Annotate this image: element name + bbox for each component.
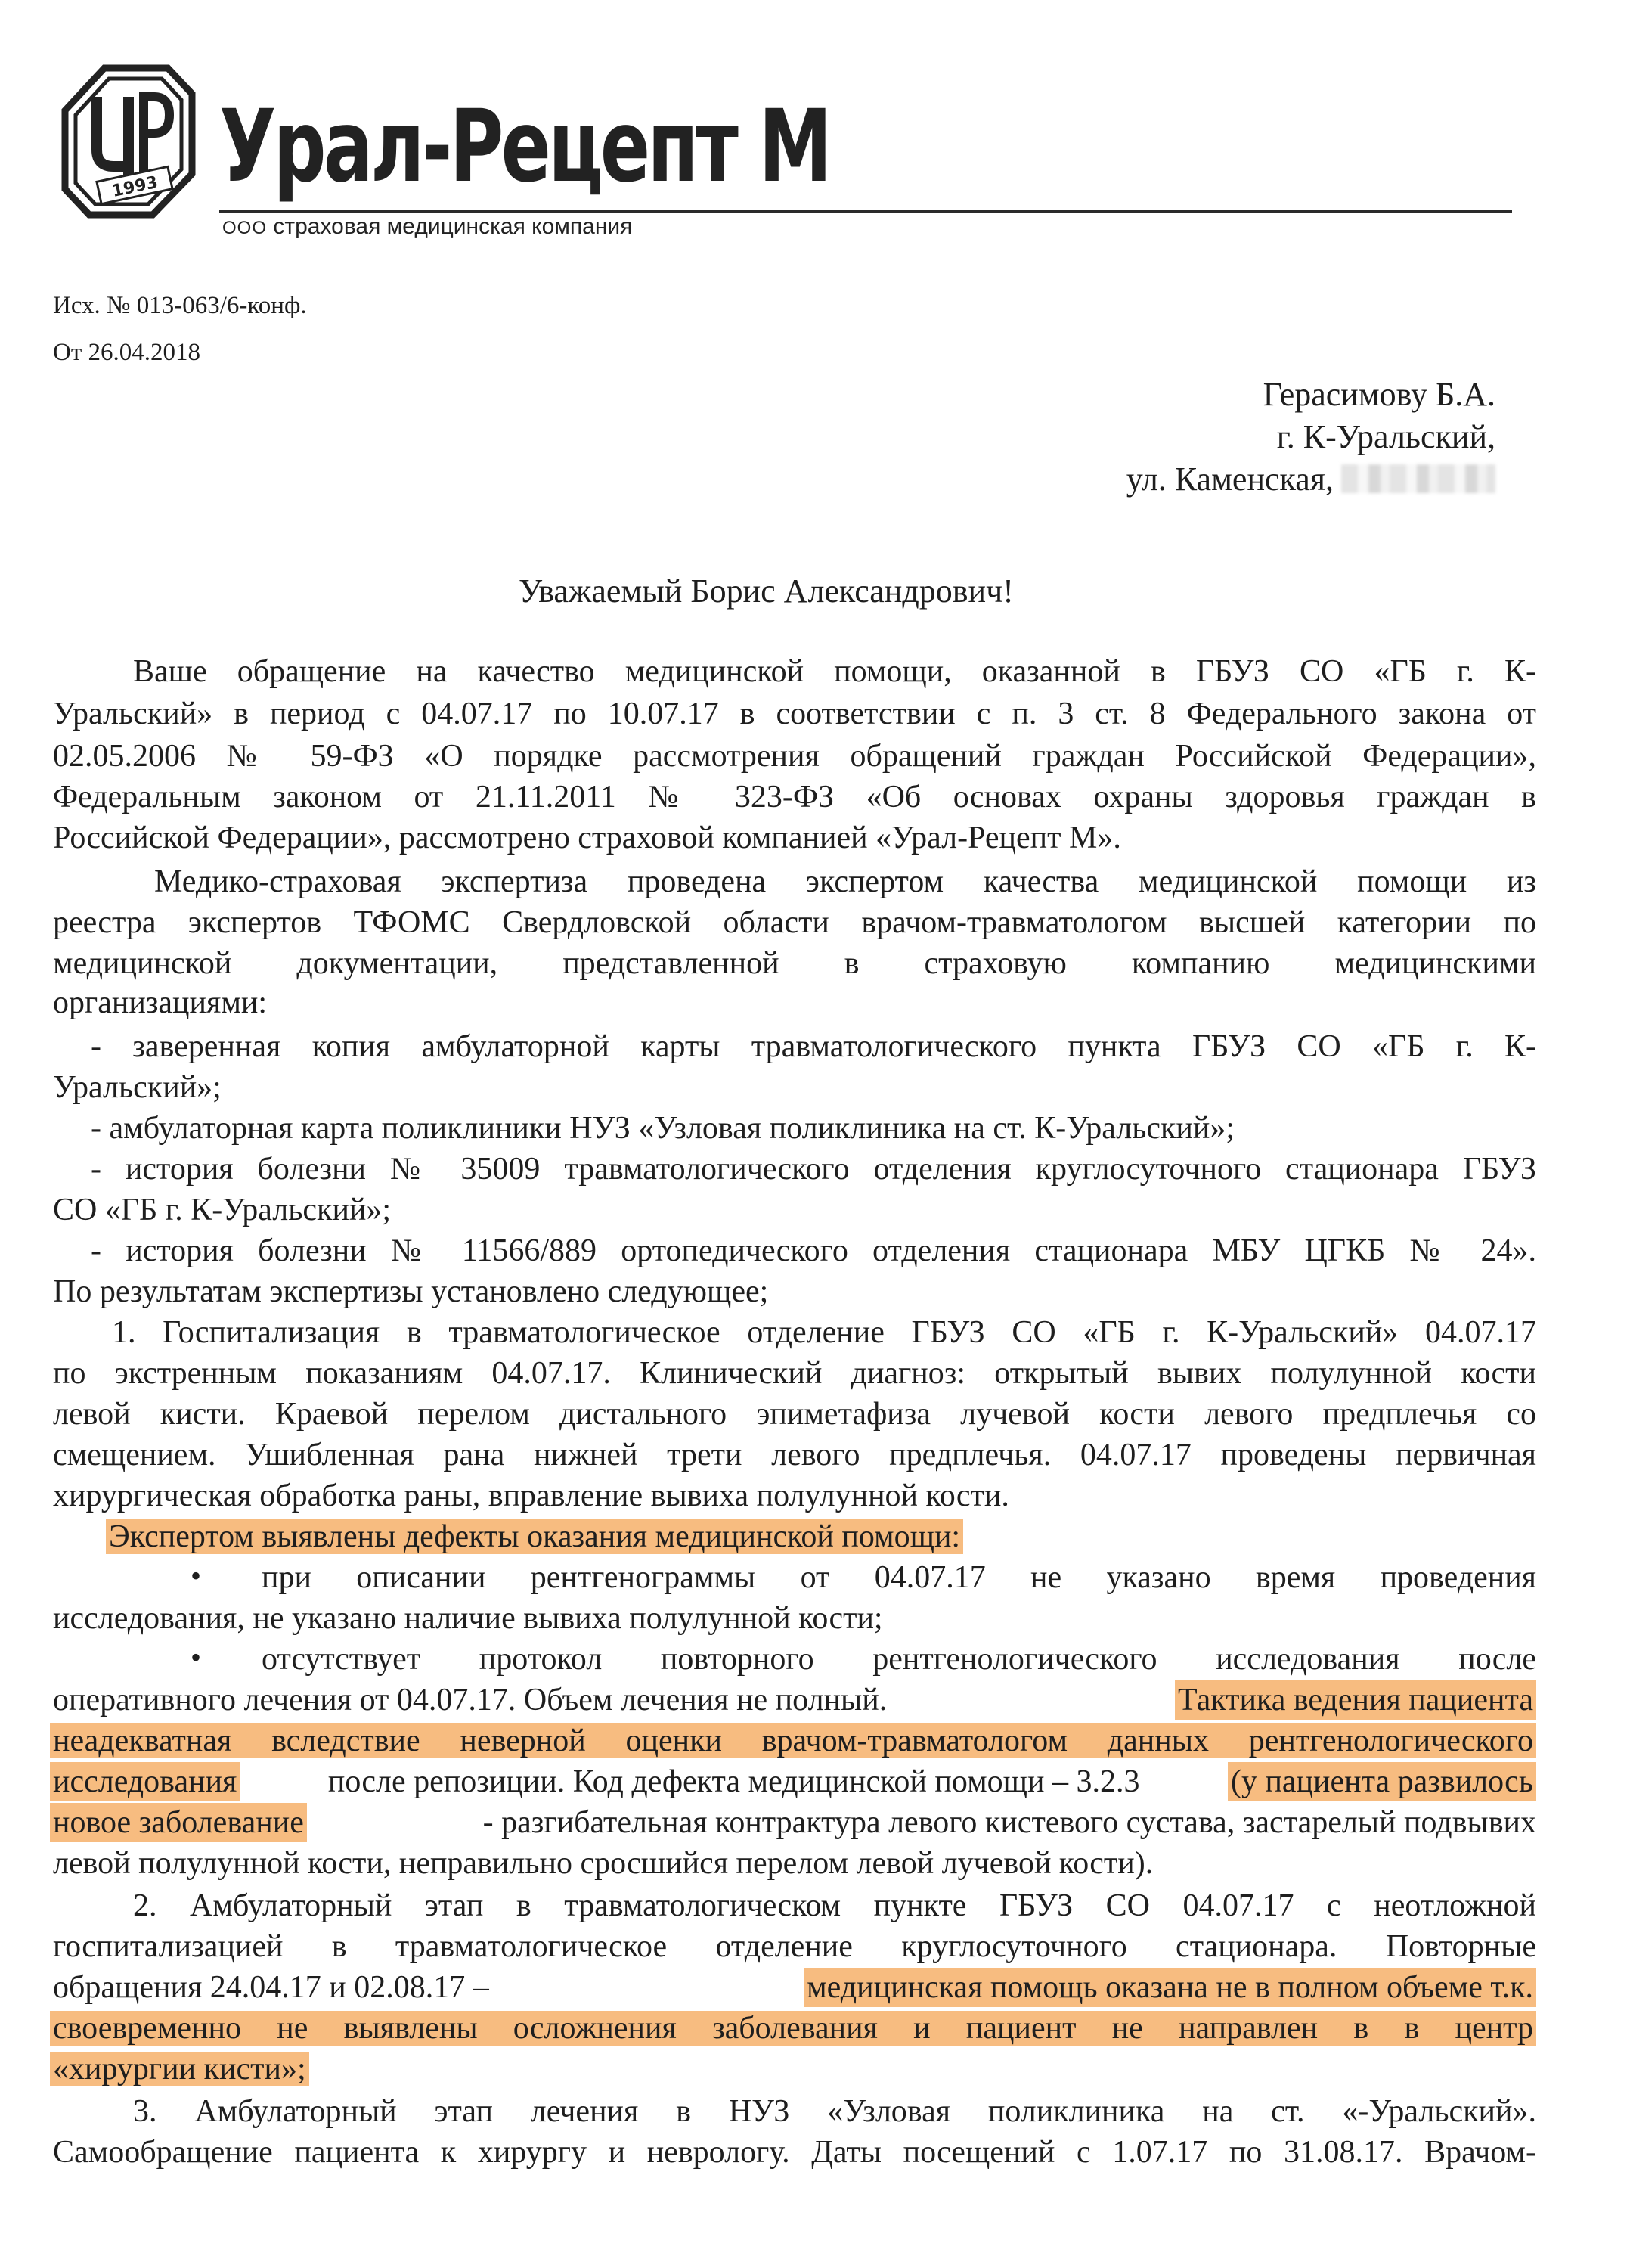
body-line: медицинской документации, представленной в страховую компанию медицинскими [53,946,1536,981]
highlight: неадекватная вследствие неверной оценки врачом-травматологом данных рентгенологического [50,1723,1536,1758]
recipient-street-line [1126,460,1495,498]
bullet: • [191,1559,202,1593]
highlight: исследования [50,1762,240,1801]
body-line: Ваше обращение на качество медицинской помощи, оказанной в ГБУЗ СО «ГБ г. К- [133,654,1536,689]
company-type: страховая медицинская компания [273,214,633,239]
body-line [50,1762,1536,1801]
body-line: Медико-страховая экспертиза проведена экспертом качества медицинской помощи из [154,864,1536,899]
body-line: реестра экспертов ТФОМС Свердловской области врачом-травматологом высшей категории по [53,905,1536,940]
body-line: 3. Амбулаторный этап лечения в НУЗ «Узловая поликлиника на ст. «-Уральский». [133,2094,1536,2129]
recipient-name: Герасимову Б.А. [1263,376,1495,413]
letterhead-rule [219,210,1512,213]
body-line: исследования, не указано наличие вывиха полулунной кости; [53,1601,883,1636]
body-line: СО «ГБ г. К-Уральский»; [53,1193,392,1227]
highlight: «хирургии кисти»; [50,2052,309,2086]
body-line: при описании рентгенограммы от 04.07.17 не указано время проведения [262,1560,1536,1595]
body-line [50,2049,309,2089]
body-line [50,1803,1536,1842]
body-line: госпитализацией в травматологическое отделение круглосуточного стационара. Повторные [53,1929,1536,1964]
company-name: Урал-Рецепт М [219,88,829,205]
salutation: Уважаемый Борис Александрович! [519,572,1014,610]
recipient-street: ул. Каменская, [1126,461,1334,498]
body-line: По результатам экспертизы установлено следующее; [53,1274,769,1309]
company-org-form: ООО [222,218,268,238]
body-line: - история болезни № 11566/889 ортопедического отделения стационара МБУ ЦГКБ № 24». [91,1233,1536,1268]
body-line: левой кисти. Краевой перелом дистального эпиметафиза лучевой кости левого предплечья со [53,1397,1536,1432]
body-line: хирургическая обработка раны, вправление вывиха полулунной кости. [53,1478,1009,1513]
body-line: 1. Госпитализация в травматологическое отделение ГБУЗ СО «ГБ г. К-Уральский» 04.07.17 [112,1315,1536,1350]
outgoing-number: Исх. № 013-063/6-конф. [53,292,307,319]
body-line: Федеральным законом от 21.11.2011 № 323-ФЗ «Об основах охраны здоровья граждан в [53,780,1536,814]
company-logo-emblem [54,61,203,222]
body-line: отсутствует протокол повторного рентгенологического исследования после [262,1642,1536,1677]
highlight: медицинская помощь оказана не в полном объеме т.к. [804,1968,1536,2007]
bullet: • [191,1640,202,1674]
highlight: новое заболевание [50,1803,307,1842]
body-line: Уральский» в период с 04.07.17 по 10.07.17 в соответствии с п. 3 ст. 8 Федерального закона от [53,697,1536,731]
body-line: - история болезни № 35009 травматологического отделения круглосуточного стационара ГБУЗ [91,1152,1536,1187]
body-line [53,1680,1536,1720]
text-run: оперативного лечения от 04.07.17. Объем лечения не полный. [53,1683,888,1717]
highlight: (у пациента развилось [1228,1762,1536,1801]
body-line [50,2009,1536,2048]
body-line: левой полулунной кости, неправильно сросшийся перелом левой лучевой кости). [53,1846,1154,1881]
body-line [50,1721,1536,1761]
body-line: - амбулаторная карта поликлиники НУЗ «Узловая поликлиника на ст. К-Уральский»; [91,1111,1235,1146]
highlight: Экспертом выявлены дефекты оказания медицинской помощи: [106,1519,963,1554]
text-run: после репозиции. Код дефекта медицинской помощи – 3.2.3 [327,1764,1140,1799]
body-line [53,1968,1536,2007]
body-line: смещением. Ушибленная рана нижней трети левого предплечья. 04.07.17 проведены первичная [53,1438,1536,1472]
body-line: Самообращение пациента к хирургу и неврологу. Даты посещений с 1.07.17 по 31.08.17. Врачом- [53,2135,1536,2170]
body-line: по экстренным показаниям 04.07.17. Клинический диагноз: открытый вывих полулунной кости [53,1356,1536,1391]
body-line: - заверенная копия амбулаторной карты травматологического пункта ГБУЗ СО «ГБ г. К- [91,1029,1536,1064]
highlight: своевременно не выявлены осложнения заболевания и пациент не направлен в в центр [50,2011,1536,2046]
body-line: Уральский»; [53,1070,222,1105]
body-line: организациями: [53,985,268,1020]
company-subtitle [222,214,632,240]
letter-date: От 26.04.2018 [53,339,201,366]
highlight: Тактика ведения пациента [1175,1680,1536,1720]
highlighted-defects-heading [106,1517,963,1556]
body-line: 02.05.2006 № 59-ФЗ «О порядке рассмотрения обращений граждан Российской Федерации», [53,739,1536,774]
redacted-address [1341,464,1495,493]
text-run: обращения 24.04.17 и 02.08.17 – [53,1970,489,2005]
text-run: - разгибательная контрактура левого кистевого сустава, застарелый подвывих [482,1805,1536,1840]
logo-year: 1993 [110,172,160,202]
body-line: Российской Федерации», рассмотрено страховой компанией «Урал-Рецепт М». [53,821,1121,855]
recipient-city: г. К-Уральский, [1276,418,1495,455]
body-line: 2. Амбулаторный этап в травматологическом пункте ГБУЗ СО 04.07.17 с неотложной [133,1888,1536,1923]
